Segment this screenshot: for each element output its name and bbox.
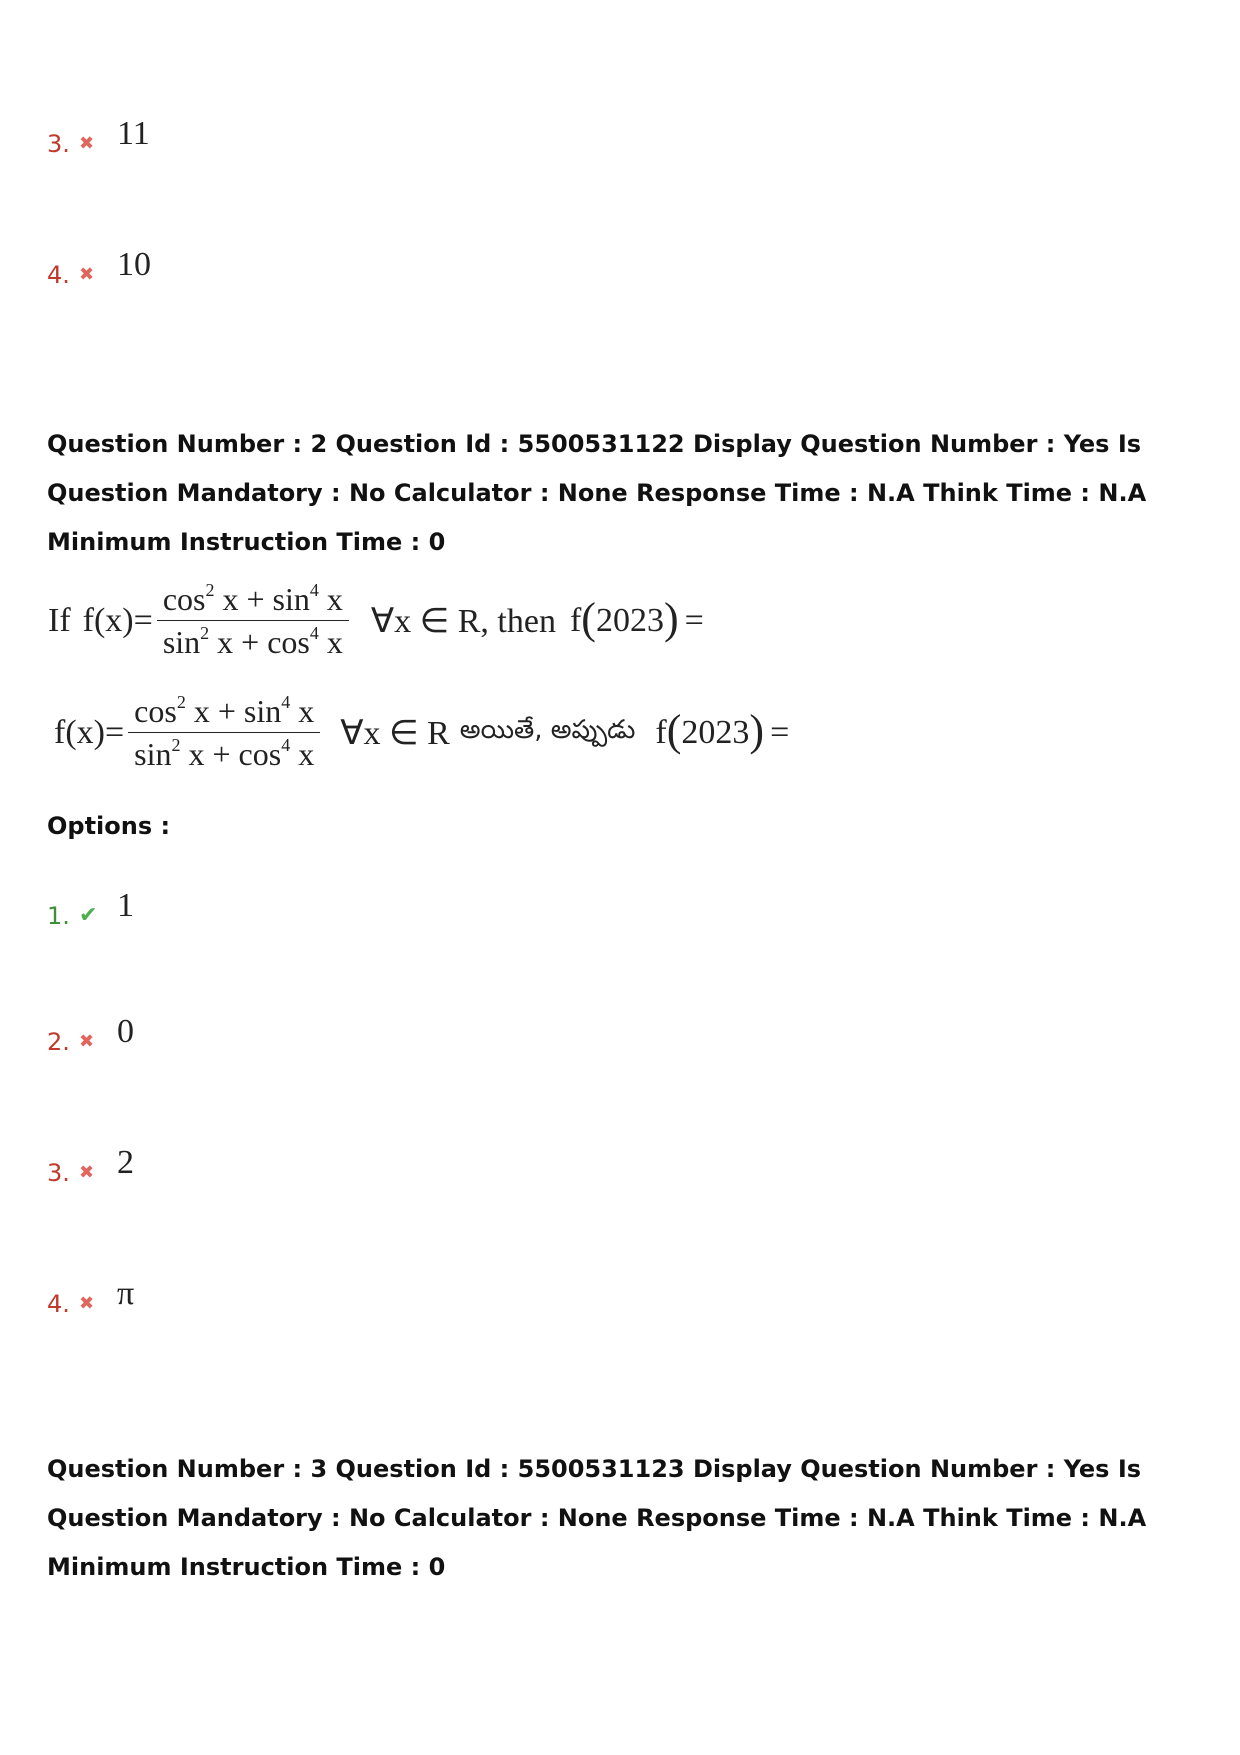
fraction bbox=[157, 578, 349, 663]
question-header: Question Number : 2 Question Id : 5500531122 Display Question Number : Yes Is Question Mandatory : No Calculator : None Response Time : N.A Think Time : N.A Minimum Instruction Time : 0 bbox=[47, 430, 1147, 556]
option-row bbox=[47, 887, 134, 936]
fraction bbox=[128, 690, 320, 775]
option-number: 1. bbox=[47, 902, 70, 930]
fraction-numerator: $\cos^2 x + \sin^4 x$ bbox=[128, 690, 320, 733]
cross-icon: ✖ bbox=[79, 1162, 95, 1183]
option-row bbox=[47, 115, 150, 164]
cross-icon: ✖ bbox=[79, 264, 95, 285]
option-number: 2. bbox=[47, 1028, 70, 1056]
function-lhs: f(x)= bbox=[54, 713, 125, 751]
fraction-denominator: $\sin^2 x + \cos^4 x$ bbox=[162, 623, 343, 660]
equals-sign: = bbox=[684, 601, 704, 639]
function-argument: 2023 bbox=[595, 601, 664, 639]
equals-sign: = bbox=[770, 713, 790, 751]
cross-icon: ✖ bbox=[79, 1293, 95, 1314]
option-row bbox=[47, 1144, 134, 1193]
cross-icon: ✖ bbox=[79, 133, 95, 154]
option-number: 3. bbox=[47, 1159, 70, 1187]
option-row bbox=[47, 1013, 134, 1062]
options-label: Options : bbox=[47, 812, 171, 840]
telugu-text: అయితే, అప్పుడు bbox=[459, 714, 636, 745]
question-prefix: If bbox=[48, 601, 71, 639]
function-name: f bbox=[655, 713, 667, 751]
option-value: 0 bbox=[117, 1013, 134, 1050]
option-row bbox=[47, 1275, 135, 1324]
function-name: f bbox=[569, 601, 582, 639]
option-row bbox=[47, 246, 151, 295]
condition-text: ∀x ∈ R, then bbox=[370, 602, 556, 640]
condition-text: ∀x ∈ R bbox=[340, 714, 450, 752]
fraction-denominator: $\sin^2 x + \cos^4 x$ bbox=[134, 735, 315, 772]
option-value: 10 bbox=[117, 246, 151, 283]
check-icon: ✔ bbox=[79, 903, 98, 928]
option-number: 3. bbox=[47, 130, 70, 158]
function-argument: 2023 bbox=[681, 713, 750, 751]
question-text-english: If f(x)= $\frac{\cos^2 x + \sin^4 x}{\sin^2 x + \cos^4 x}$ ∀x ∈ R, then f ( 2023 ) = bbox=[48, 578, 704, 663]
function-lhs: f(x)= bbox=[82, 601, 153, 639]
option-number: 4. bbox=[47, 1290, 70, 1318]
option-value: 11 bbox=[117, 115, 150, 152]
question-text-telugu: f(x)= $\frac{\cos^2 x + \sin^4 x}{\sin^2 x + \cos^4 x}$ ∀x ∈ R అయితే, అప్పుడు f ( 2023 ) = bbox=[54, 690, 789, 775]
option-number: 4. bbox=[47, 261, 70, 289]
option-value: 2 bbox=[117, 1144, 134, 1181]
option-value: π bbox=[117, 1275, 135, 1312]
question-header: Question Number : 3 Question Id : 5500531123 Display Question Number : Yes Is Question Mandatory : No Calculator : None Response Time : N.A Think Time : N.A Minimum Instruction Time : 0 bbox=[47, 1455, 1147, 1581]
cross-icon: ✖ bbox=[79, 1031, 95, 1052]
fraction-numerator: $\cos^2 x + \sin^4 x$ bbox=[157, 578, 349, 621]
option-value: 1 bbox=[117, 887, 134, 924]
